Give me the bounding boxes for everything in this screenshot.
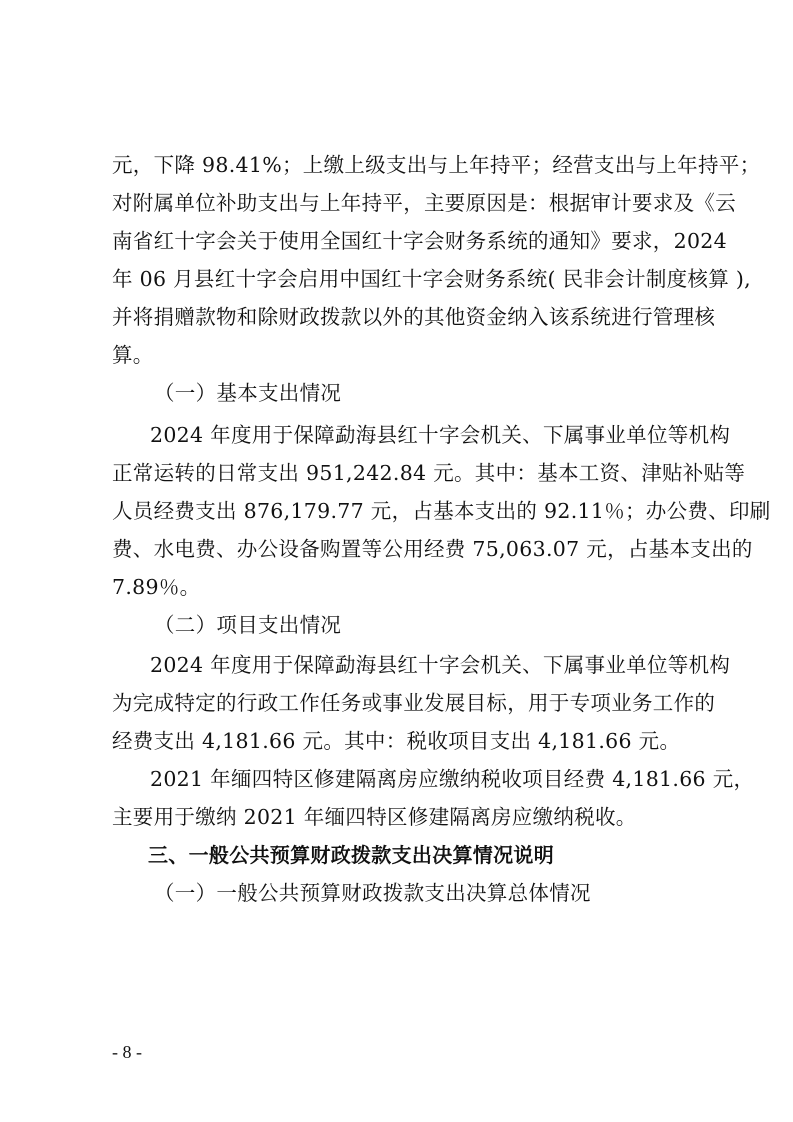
text-line: 并将捐赠款物和除财政拨款以外的其他资金纳入该系统进行管理核 [112, 305, 716, 329]
text-line: 经费支出 4,181.66 元。其中：税收项目支出 4,181.66 元。 [112, 729, 681, 753]
text-line: 费、水电费、办公设备购置等公用经费 75,063.07 元，占基本支出的 [112, 537, 753, 561]
section-subheading-project-expenditure: （二）项目支出情况 [154, 613, 342, 637]
text-line: 7.89％。 [112, 575, 201, 599]
text-line: 南省红十字会关于使用全国红十字会财务系统的通知》要求，2024 [112, 229, 727, 253]
text-line: 正常运转的日常支出 951,242.84 元。其中：基本工资、津贴补贴等 [112, 461, 746, 485]
text-line: 算。 [112, 343, 154, 367]
text-line: 为完成特定的行政工作任务或事业发展目标，用于专项业务工作的 [112, 691, 716, 715]
text-line: 2024 年度用于保障勐海县红十字会机关、下属事业单位等机构 [150, 423, 731, 447]
section-subheading-general-budget-overview: （一）一般公共预算财政拨款支出决算总体情况 [154, 881, 591, 905]
section-subheading-basic-expenditure: （一）基本支出情况 [154, 381, 342, 405]
text-line: 人员经费支出 876,179.77 元，占基本支出的 92.11％；办公费、印刷 [112, 499, 771, 523]
text-line: 年 06 月县红十字会启用中国红十字会财务系统( 民非会计制度核算 ), [112, 267, 751, 291]
text-line: 2021 年缅四特区修建隔离房应缴纳税收项目经费 4,181.66 元， [150, 767, 755, 791]
text-line: 对附属单位补助支出与上年持平，主要原因是：根据审计要求及《云 [112, 191, 736, 215]
section-heading-general-budget: 三、一般公共预算财政拨款支出决算情况说明 [148, 843, 554, 867]
text-line: 元，下降 98.41%；上缴上级支出与上年持平；经营支出与上年持平； [112, 153, 761, 177]
page-number: - 8 - [112, 1042, 142, 1062]
text-line: 2024 年度用于保障勐海县红十字会机关、下属事业单位等机构 [150, 653, 731, 677]
text-line: 主要用于缴纳 2021 年缅四特区修建隔离房应缴纳税收。 [112, 805, 637, 829]
